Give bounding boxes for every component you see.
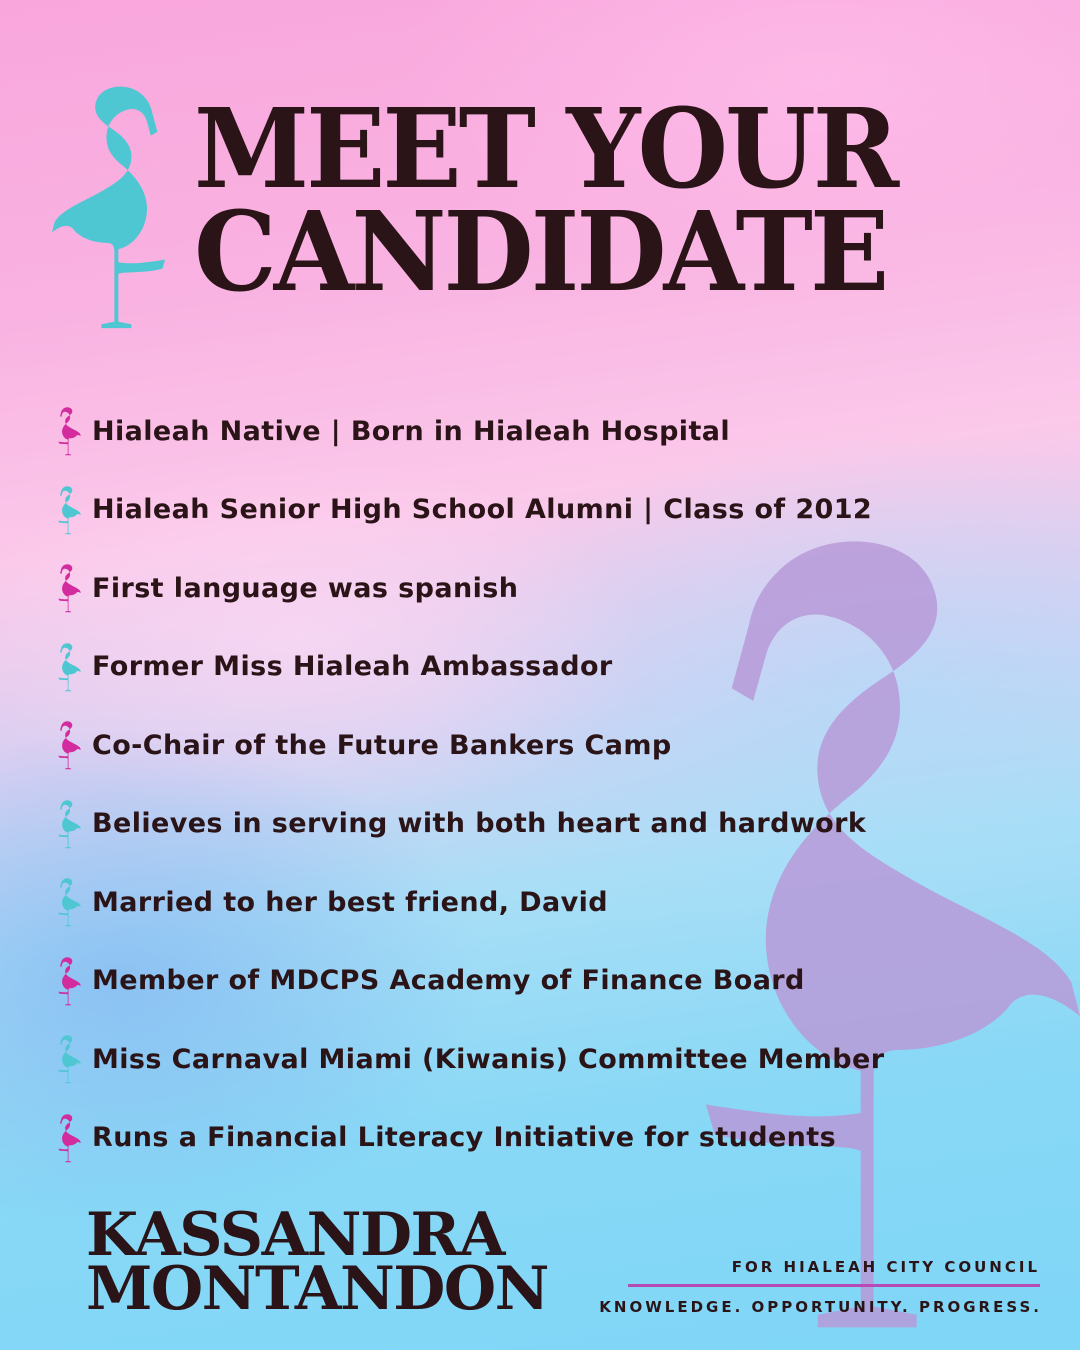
list-item (54, 628, 934, 707)
list-item (54, 392, 934, 471)
list-item-text: Married to her best friend, David (92, 886, 608, 918)
headline-line-2: CANDIDATE (194, 187, 887, 317)
flamingo-icon (54, 642, 82, 692)
list-item-text: Miss Carnaval Miami (Kiwanis) Committee Member (92, 1043, 885, 1075)
list-item (54, 1020, 934, 1099)
list-item-text: Co-Chair of the Future Bankers Camp (92, 729, 672, 761)
flamingo-icon (54, 1113, 82, 1163)
flamingo-icon (54, 799, 82, 849)
list-item-text: Runs a Financial Literacy Initiative for students (92, 1122, 837, 1154)
candidate-last-name: MONTANDON (86, 1254, 548, 1324)
flamingo-icon (54, 956, 82, 1006)
flamingo-logo-icon (52, 80, 182, 332)
list-item (54, 942, 934, 1021)
flamingo-icon (54, 720, 82, 770)
candidate-name (86, 1200, 548, 1324)
list-item-text: Former Miss Hialeah Ambassador (92, 651, 613, 683)
list-item (54, 863, 934, 942)
list-item (54, 785, 934, 864)
list-item-text: Hialeah Senior High School Alumni | Class of 2012 (92, 494, 873, 526)
flamingo-icon (54, 877, 82, 927)
page-headline (194, 84, 897, 317)
list-item (54, 1099, 934, 1178)
flamingo-icon (54, 1034, 82, 1084)
headline-line-1: MEET YOUR (194, 84, 897, 214)
list-item-text: Member of MDCPS Academy of Finance Board (92, 965, 805, 997)
flamingo-icon (54, 406, 82, 456)
list-item (54, 549, 934, 628)
list-item (54, 706, 934, 785)
list-item-text: Hialeah Native | Born in Hialeah Hospital (92, 415, 731, 447)
list-item (54, 471, 934, 550)
flamingo-icon (54, 563, 82, 613)
list-item-text: Believes in serving with both heart and hardwork (92, 808, 867, 840)
list-item-text: First language was spanish (92, 572, 519, 604)
campaign-slogan: KNOWLEDGE. OPPORTUNITY. PROGRESS. (599, 1298, 1042, 1316)
candidate-first-name: KASSANDRA (86, 1200, 504, 1270)
office-label: FOR HIALEAH CITY COUNCIL (731, 1258, 1040, 1276)
divider (628, 1284, 1040, 1287)
candidate-facts-list (54, 392, 934, 1177)
flamingo-icon (54, 485, 82, 535)
